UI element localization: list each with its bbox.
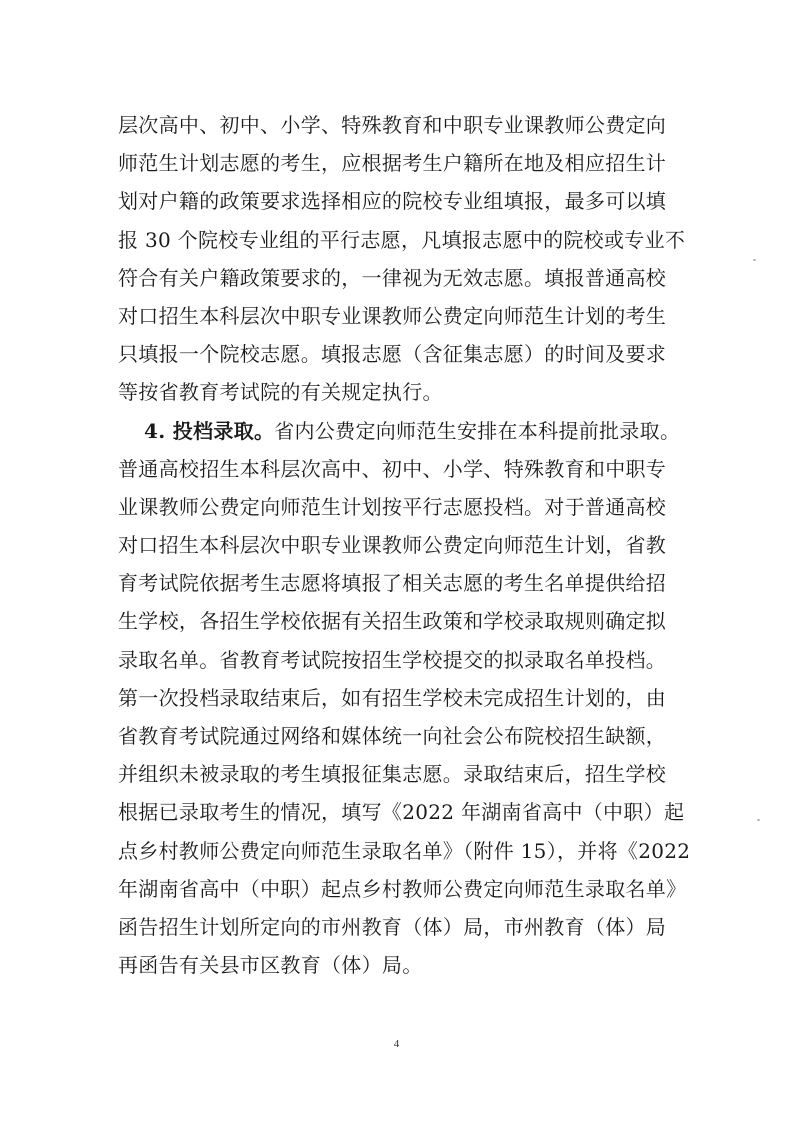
text-line: 再函告有关县市区教育（体）局。 bbox=[118, 953, 423, 978]
section-4-first-line-text: 省内公费定向师范生安排在本科提前批录取。 bbox=[274, 418, 681, 443]
text-line: 点乡村教师公费定向师范生录取名单》（附件 15），并将《2022 bbox=[118, 838, 691, 863]
text-line: 符合有关户籍政策要求的，一律视为无效志愿。填报普通高校 bbox=[118, 265, 667, 290]
text-line: 第一次投档录取结束后，如有招生学校未完成招生计划的，由 bbox=[118, 685, 667, 710]
text-line: 对口招生本科层次中职专业课教师公费定向师范生计划的考生 bbox=[118, 303, 667, 328]
section-4-first-line bbox=[118, 412, 700, 450]
text-line: 划对户籍的政策要求选择相应的院校专业组填报，最多可以填 bbox=[118, 189, 667, 214]
scan-speck bbox=[753, 259, 756, 261]
text-line: 报 30 个院校专业组的平行志愿，凡填报志愿中的院校或专业不 bbox=[118, 227, 686, 252]
scan-speck bbox=[757, 819, 760, 821]
text-line: 业课教师公费定向师范生计划按平行志愿投档。对于普通高校 bbox=[118, 494, 667, 519]
text-line: 层次高中、初中、小学、特殊教育和中职专业课教师公费定向 bbox=[118, 113, 667, 137]
text-line: 育考试院依据考生志愿将填报了相关志愿的考生名单提供给招 bbox=[118, 571, 667, 596]
text-line: 生学校，各招生学校依据有关招生政策和学校录取规则确定拟 bbox=[118, 609, 667, 634]
section-4-heading: 4. 投档录取。 bbox=[144, 418, 275, 443]
text-line: 函告招生计划所定向的市州教育（体）局，市州教育（体）局 bbox=[118, 914, 667, 939]
text-line: 录取名单。省教育考试院按招生学校提交的拟录取名单投档。 bbox=[118, 647, 667, 672]
text-line: 对口招生本科层次中职专业课教师公费定向师范生计划，省教 bbox=[118, 533, 667, 558]
text-line: 只填报一个院校志愿。填报志愿（含征集志愿）的时间及要求 bbox=[118, 342, 667, 367]
document-body bbox=[118, 106, 700, 984]
text-line: 等按省教育考试院的有关规定执行。 bbox=[118, 380, 443, 405]
text-line: 年湖南省高中（中职）起点乡村教师公费定向师范生录取名单》 bbox=[118, 876, 687, 901]
text-line: 省教育考试院通过网络和媒体统一向社会公布院校招生缺额， bbox=[118, 724, 667, 748]
page-number: 4 bbox=[393, 1038, 400, 1050]
text-line: 师范生计划志愿的考生，应根据考生户籍所在地及相应招生计 bbox=[118, 151, 667, 176]
text-line: 根据已录取考生的情况，填写《2022 年湖南省高中（中职）起 bbox=[118, 800, 685, 825]
text-line: 普通高校招生本科层次高中、初中、小学、特殊教育和中职专 bbox=[118, 456, 667, 481]
text-line: 并组织未被录取的考生填报征集志愿。录取结束后，招生学校 bbox=[118, 762, 667, 787]
